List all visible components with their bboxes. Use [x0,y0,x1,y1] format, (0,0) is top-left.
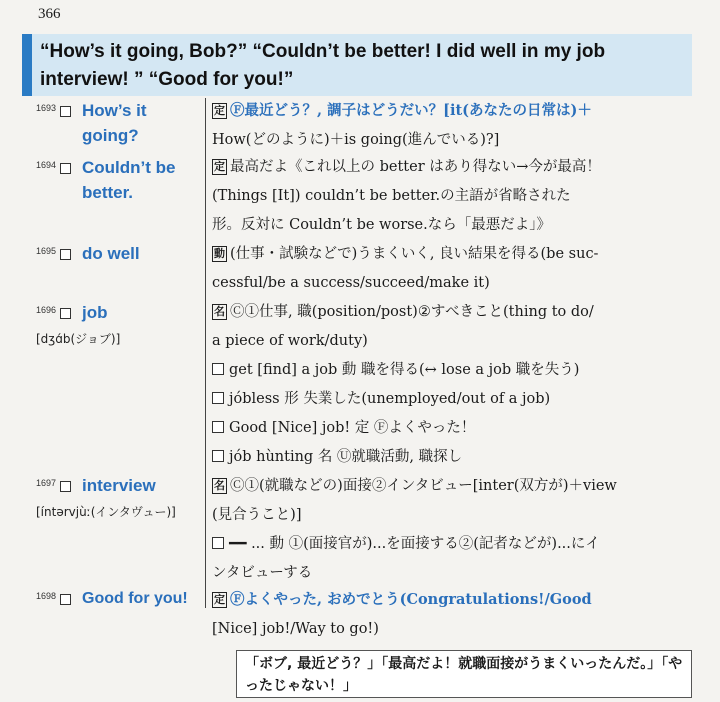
checkbox-icon [60,308,71,319]
checkbox-icon [212,450,224,462]
part-of-speech-tag: 動 [214,247,225,260]
definition-line: 最高だよ《これ以上の better はあり得ない→今が最高！ [230,159,601,175]
definition [212,298,682,472]
definition-line: 形。反対に Couldn’t be worse.なら「最悪だよ」》 [212,217,551,233]
definition-line: cessful/be a success/succeed/make it) [212,275,490,291]
headword: do well [82,244,140,263]
definition-line: ━━ ... 動 ①(面接官が)...を面接する②(記者などが)...にイ [229,536,600,552]
definition-line: Good [Nice] job! 定 Ⓕよくやった！ [229,420,476,436]
translation-box: 「ボブ, 最近どう？」「最高だよ！就職面接がうまくいったんだ。」「やったじゃない！」 [236,650,692,698]
definition-line: (Things [It]) couldn’t be better.の主語が省略された [212,188,571,204]
definition [212,240,682,298]
definition-line: jóbless 形 失業した(unemployed/out of a job) [229,391,551,407]
headword: Couldn’t be better. [82,158,176,202]
part-of-speech-tag: 定 [214,104,225,117]
definition-line: Ⓕ最近どう？, 調子はどうだい？[it(あなたの日常は)＋ [230,102,592,119]
headword: Good for you! [82,590,188,607]
checkbox-icon [60,163,71,174]
part-of-speech-tag: 名 [214,479,225,492]
entry-number: 1693 [36,103,57,113]
part-of-speech-tag: 定 [214,593,225,606]
entry-number: 1696 [36,305,57,315]
definition-line: Ⓒ①(就職などの)面接②インタビュー[inter(双方が)＋view [230,478,617,494]
entry-number: 1694 [36,160,57,170]
part-of-speech-tag: 名 [214,305,225,318]
part-of-speech-tag: 定 [214,160,225,173]
column-divider [205,98,206,608]
entry-number: 1698 [36,591,57,601]
entry-number: 1697 [36,478,57,488]
page-header: “How’s it going, Bob?” “Couldn’t be better! I did well in my job interview! ” “Good for you!” [40,41,606,90]
definition [212,585,682,644]
definition [212,153,682,240]
pronunciation: [íntərvjùː(インタヴュー)] [36,505,176,519]
checkbox-icon [60,594,71,605]
headword: job [82,303,108,322]
definition-line: jób hùnting 名 Ⓤ就職活動, 職探し [229,449,463,465]
page-number: 366 [38,6,61,22]
definition-line: ンタビューする [212,565,313,581]
definition-line: How(どのように)＋is going(進んでいる)?] [212,132,500,148]
definition-line: get [find] a job 動 職を得る(↔ lose a job 職を失う) [229,362,580,378]
checkbox-icon [212,392,224,404]
definition-line: Ⓒ①仕事, 職(position/post)②すべきこと(thing to do/ [230,304,594,320]
definition-line: Ⓕよくやった, おめでとう(Congratulations!/Good [230,591,592,608]
checkbox-icon [212,421,224,433]
definition-line: (仕事・試験などで)うまくいく, 良い結果を得る(be suc- [230,246,599,262]
definition-line: (見合うこと)] [212,507,302,523]
checkbox-icon [212,363,224,375]
checkbox-icon [212,537,224,549]
checkbox-icon [60,106,71,117]
checkbox-icon [60,481,71,492]
pronunciation: [dʒɑ́b(ジョブ)] [36,332,121,346]
definition-line: a piece of work/duty) [212,333,368,349]
definition [212,96,682,155]
definition [212,472,682,588]
checkbox-icon [60,249,71,260]
headword: How’s it going? [82,101,147,145]
definition-line: [Nice] job!/Way to go!) [212,621,379,637]
entry-number: 1695 [36,246,57,256]
headword: interview [82,476,156,495]
